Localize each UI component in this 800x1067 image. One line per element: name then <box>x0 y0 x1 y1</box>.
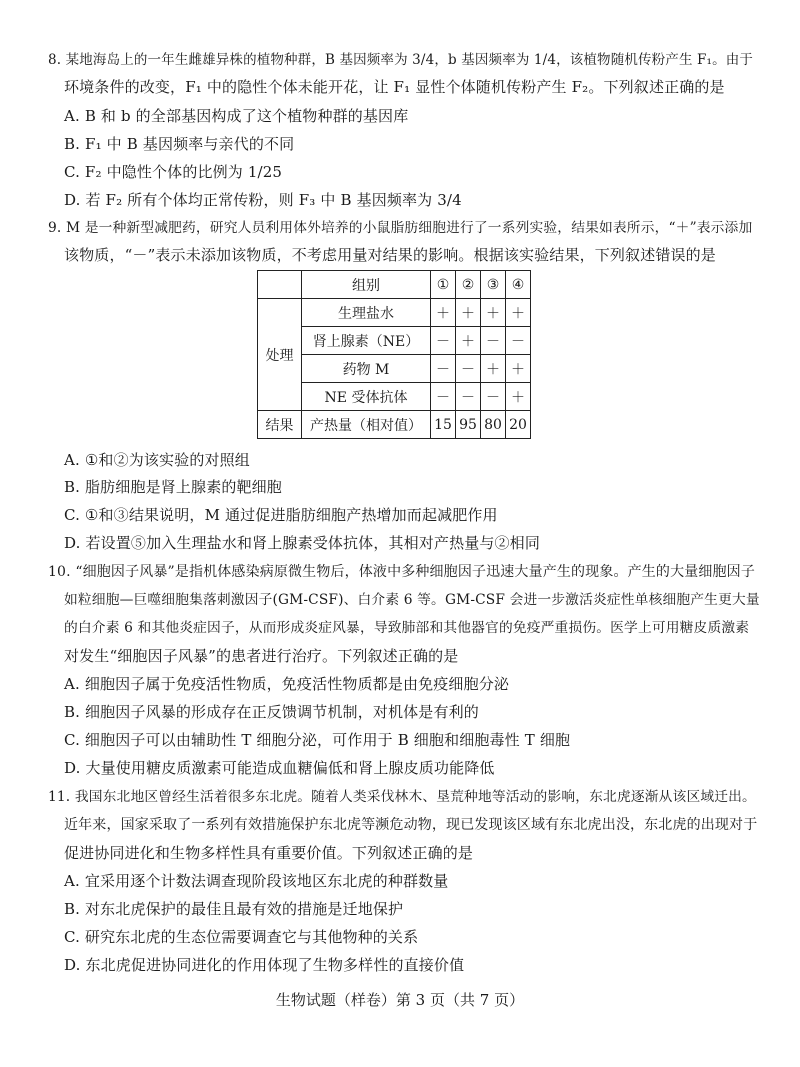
table-cell: ＋ <box>506 355 531 383</box>
table-cell: － <box>481 327 506 355</box>
q11-option-b: B. 对东北虎保护的最佳且最有效的措施是迁地保护 <box>64 900 404 918</box>
table-cell: － <box>431 383 456 411</box>
table-cell: ＋ <box>481 299 506 327</box>
table-cell: － <box>431 327 456 355</box>
table-header-label: 组别 <box>302 271 431 299</box>
q10-option-b: B. 细胞因子风暴的形成存在正反馈调节机制，对机体是有利的 <box>64 703 479 721</box>
table-cell: － <box>481 383 506 411</box>
treatment-item: 肾上腺素（NE） <box>302 327 431 355</box>
table-row <box>258 299 531 327</box>
q9-option-d: D. 若设置⑤加入生理盐水和肾上腺素受体抗体，其相对产热量与②相同 <box>64 534 540 552</box>
q10-stem-line1: 10. “细胞因子风暴”是指机体感染病原微生物后，体液中多种细胞因子迅速大量产生的现象。产生的大量细胞因子 <box>48 564 755 580</box>
result-item: 产热量（相对值） <box>302 411 431 439</box>
q10-stem-line2: 如粒细胞—巨噬细胞集落刺激因子(GM-CSF)、白介素 6 等。GM-CSF 会进一步激活炎症性单核细胞产生更大量 <box>64 592 760 608</box>
q11-option-a: A. 宜采用逐个计数法调查现阶段该地区东北虎的种群数量 <box>64 872 449 890</box>
q10-option-d: D. 大量使用糖皮质激素可能造成血糖偏低和肾上腺皮质功能降低 <box>64 759 495 777</box>
q11-stem-line3: 促进协同进化和生物多样性具有重要价值。下列叙述正确的是 <box>64 844 474 862</box>
q10-option-c: C. 细胞因子可以由辅助性 T 细胞分泌，可作用于 B 细胞和细胞毒性 T 细胞 <box>64 731 571 749</box>
result-value: 95 <box>456 411 481 439</box>
q8-stem-line1: 8. 某地海岛上的一年生雌雄异株的植物种群，B 基因频率为 3/4，b 基因频率为 1/4，该植物随机传粉产生 F₁。由于 <box>48 52 754 68</box>
table-cell: ＋ <box>506 383 531 411</box>
table-header-row <box>258 271 531 299</box>
treatment-item: NE 受体抗体 <box>302 383 431 411</box>
q9-stem-line2: 该物质，“－”表示未添加该物质，不考虑用量对结果的影响。根据该实验结果，下列叙述错误的是 <box>64 246 716 264</box>
table-cell: ＋ <box>506 299 531 327</box>
result-value: 80 <box>481 411 506 439</box>
result-category-cell: 结果 <box>258 411 302 439</box>
q8-option-d: D. 若 F₂ 所有个体均正常传粉，则 F₃ 中 B 基因频率为 3/4 <box>64 191 462 209</box>
result-value: 20 <box>506 411 531 439</box>
experiment-table <box>257 270 531 439</box>
result-value: 15 <box>431 411 456 439</box>
table-result-row <box>258 411 531 439</box>
q8-option-c: C. F₂ 中隐性个体的比例为 1/25 <box>64 163 283 181</box>
q11-stem-line1: 11. 我国东北地区曾经生活着很多东北虎。随着人类采伐林木、垦荒种地等活动的影响，东北虎逐渐从该区域迁出。 <box>48 789 756 805</box>
q11-stem-line2: 近年来，国家采取了一系列有效措施保护东北虎等濒危动物，现已发现该区域有东北虎出没，东北虎的出现对于 <box>64 817 758 833</box>
q8-stem-line2: 环境条件的改变，F₁ 中的隐性个体未能开花，让 F₁ 显性个体随机传粉产生 F₂。下列叙述正确的是 <box>64 78 725 96</box>
table-cell: ＋ <box>481 355 506 383</box>
table-cell: － <box>456 383 481 411</box>
group-label: ④ <box>506 271 531 299</box>
treatment-item: 生理盐水 <box>302 299 431 327</box>
treatment-category-cell: 处理 <box>258 299 302 411</box>
table-cell: ＋ <box>431 299 456 327</box>
treatment-item: 药物 M <box>302 355 431 383</box>
q8-option-a: A. B 和 b 的全部基因构成了这个植物种群的基因库 <box>64 107 409 125</box>
page-footer: 生物试题（样卷）第 3 页（共 7 页） <box>275 991 525 1009</box>
q11-option-c: C. 研究东北虎的生态位需要调查它与其他物种的关系 <box>64 928 419 946</box>
q9-option-b: B. 脂肪细胞是肾上腺素的靶细胞 <box>64 478 282 496</box>
table-cell: － <box>456 355 481 383</box>
q8-option-b: B. F₁ 中 B 基因频率与亲代的不同 <box>64 135 295 153</box>
q10-stem-line4: 对发生“细胞因子风暴”的患者进行治疗。下列叙述正确的是 <box>64 647 459 665</box>
q10-stem-line3: 的白介素 6 和其他炎症因子，从而形成炎症风暴，导致肺部和其他器官的免疫严重损伤。医学上可用糖皮质激素 <box>64 620 750 636</box>
q9-option-a: A. ①和②为该实验的对照组 <box>64 451 250 469</box>
q10-option-a: A. 细胞因子属于免疫活性物质，免疫活性物质都是由免疫细胞分泌 <box>64 675 510 693</box>
table-cell: － <box>506 327 531 355</box>
table-cell: ＋ <box>456 299 481 327</box>
group-label: ② <box>456 271 481 299</box>
table-cell: ＋ <box>456 327 481 355</box>
group-label: ③ <box>481 271 506 299</box>
q11-option-d: D. 东北虎促进协同进化的作用体现了生物多样性的直接价值 <box>64 956 465 974</box>
q9-stem-line1: 9. M 是一种新型减肥药，研究人员利用体外培养的小鼠脂肪细胞进行了一系列实验，结果如表所示，“＋”表示添加 <box>48 220 753 236</box>
q9-option-c: C. ①和③结果说明，M 通过促进脂肪细胞产热增加而起减肥作用 <box>64 506 498 524</box>
table-cell: － <box>431 355 456 383</box>
table-corner-cell <box>258 271 302 299</box>
group-label: ① <box>431 271 456 299</box>
